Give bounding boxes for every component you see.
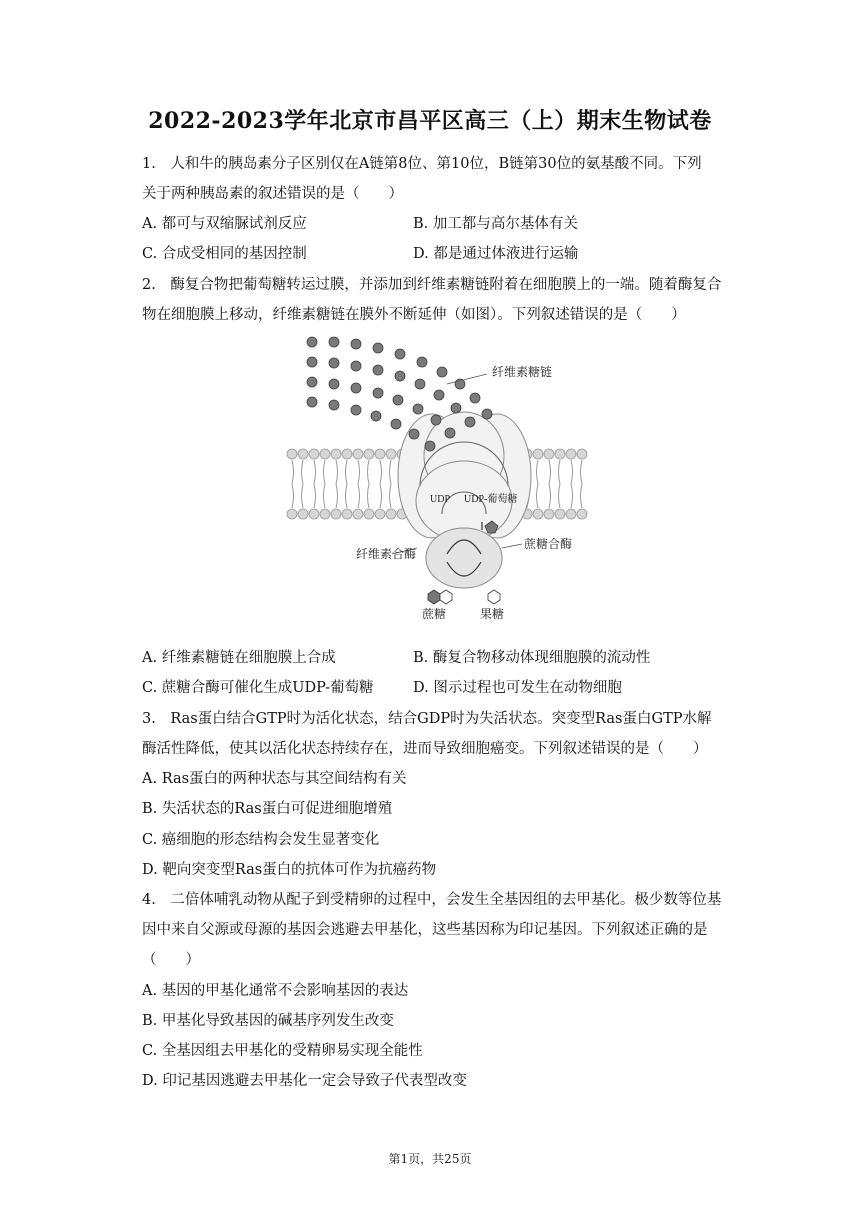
question-4-line-1: 4. 二倍体哺乳动物从配子到受精卵的过程中，会发生全基因组的去甲基化。极少数等位基 [142, 892, 722, 908]
question-4-line-2: 因中来自父源或母源的基因会逃避去甲基化，这些基因称为印记基因。下列叙述正确的是 [142, 922, 708, 938]
label-sucrose-synthase: 蔗糖合酶 [524, 537, 573, 551]
question-3-option-a: A. Ras蛋白的两种状态与其空间结构有关 [142, 771, 407, 787]
question-3-option-d: D. 靶向突变型Ras蛋白的抗体可作为抗癌药物 [142, 862, 437, 878]
question-1-option-c: C. 合成受相同的基因控制 [142, 246, 307, 262]
question-2-option-b: B. 酶复合物移动体现细胞膜的流动性 [413, 650, 651, 666]
question-4-option-c: C. 全基因组去甲基化的受精卵易实现全能性 [142, 1043, 423, 1059]
question-2-option-c: C. 蔗糖合酶可催化生成UDP-葡萄糖 [142, 680, 374, 696]
cellulose-synthesis-figure [282, 326, 592, 620]
question-1-option-a: A. 都可与双缩脲试剂反应 [142, 216, 307, 232]
label-fructose: 果糖 [480, 607, 505, 620]
question-1-line-2: 关于两种胰岛素的叙述错误的是（ ） [142, 186, 403, 202]
question-2-option-d: D. 图示过程也可发生在动物细胞 [413, 680, 622, 696]
question-1-line-1: 1. 人和牛的胰岛素分子区别仅在A链第8位、第10位，B链第30位的氨基酸不同。下列 [142, 156, 702, 172]
question-3-option-c: C. 癌细胞的形态结构会发生显著变化 [142, 832, 380, 848]
sucrose-molecule-glucose [428, 590, 440, 604]
label-udp-glucose: UDP-葡萄糖 [464, 494, 518, 505]
question-4-option-a: A. 基因的甲基化通常不会影响基因的表达 [142, 983, 409, 999]
sucrose-synthase [426, 528, 502, 588]
exam-title: 2022-2023学年北京市昌平区高三（上）期末生物试卷 [148, 108, 712, 134]
question-2-line-1: 2. 酶复合物把葡萄糖转运过膜，并添加到纤维素糖链附着在细胞膜上的一端。随着酶复合 [142, 277, 722, 293]
question-4-option-b: B. 甲基化导致基因的碱基序列发生改变 [142, 1013, 394, 1029]
question-1-option-d: D. 都是通过体液进行运输 [413, 246, 579, 262]
question-3-option-b: B. 失活状态的Ras蛋白可促进细胞增殖 [142, 801, 393, 817]
question-3-line-2: 酶活性降低，使其以活化状态持续存在，进而导致细胞癌变。下列叙述错误的是（ ） [142, 741, 708, 757]
label-sucrose: 蔗糖 [422, 607, 447, 620]
fructose-molecule [488, 590, 500, 604]
question-4-line-3: （ ） [142, 952, 200, 968]
question-4-option-d: D. 印记基因逃避去甲基化一定会导致子代表型改变 [142, 1073, 467, 1089]
label-cellulose-chain: 纤维素糖链 [492, 365, 553, 379]
question-3-line-1: 3. Ras蛋白结合GTP时为活化状态，结合GDP时为失活状态。突变型Ras蛋白GTP水解 [142, 711, 712, 727]
question-1-option-b: B. 加工都与高尔基体有关 [413, 216, 578, 232]
label-udp: UDP [430, 494, 451, 505]
label-cellulose-synthase: 纤维素合酶 [356, 547, 417, 561]
question-2-option-a: A. 纤维素糖链在细胞膜上合成 [142, 650, 336, 666]
sucrose-molecule-fructose [440, 590, 452, 604]
question-2-line-2: 物在细胞膜上移动，纤维素糖链在膜外不断延伸（如图）。下列叙述错误的是（ ） [142, 307, 686, 323]
page-footer: 第1页，共25页 [388, 1152, 472, 1166]
